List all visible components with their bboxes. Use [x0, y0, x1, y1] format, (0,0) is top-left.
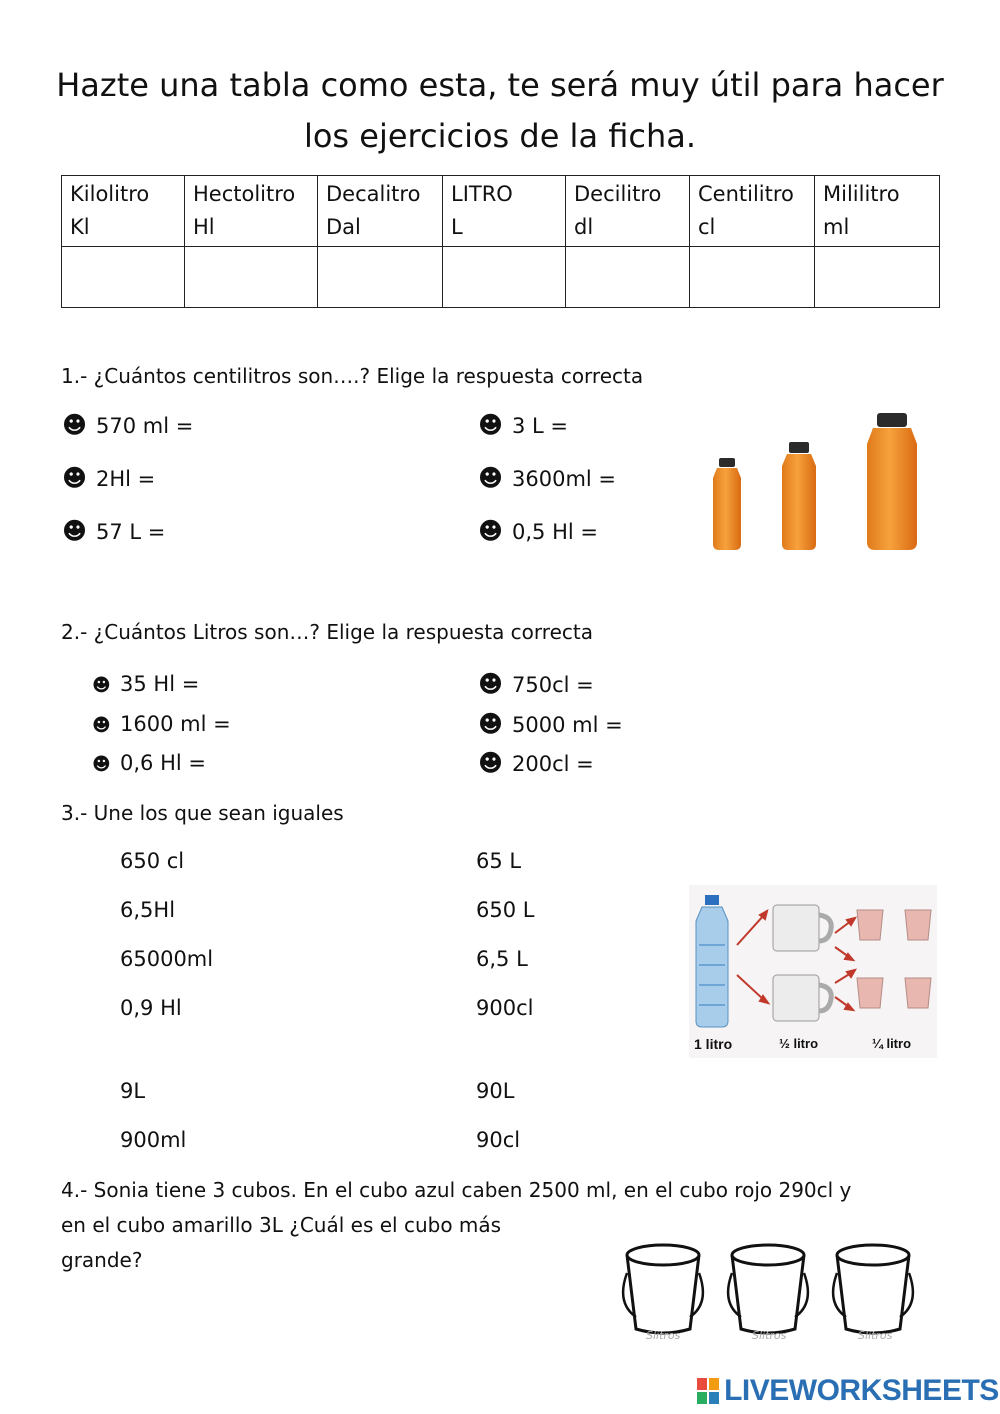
- mug-icon: [773, 905, 831, 1021]
- water-bottle-icon: [696, 895, 728, 1027]
- q3-left-item[interactable]: 0,9 Hl: [120, 996, 182, 1020]
- table-cell[interactable]: [566, 247, 690, 308]
- q1-item[interactable]: ☻ 0,5 Hl =: [478, 517, 598, 545]
- q2-item[interactable]: ☻ 0,6 Hl =: [92, 750, 206, 778]
- table-cell[interactable]: [443, 247, 566, 308]
- q1-item[interactable]: ☻ 2Hl =: [62, 464, 156, 492]
- unit-header-decilitro: Decilitro dl: [566, 176, 690, 247]
- small-bottle-icon: [713, 458, 741, 550]
- q3-right-item[interactable]: 650 L: [476, 898, 535, 922]
- unit-header-decalitro: Decalitro Dal: [318, 176, 443, 247]
- buckets-image: [608, 1233, 930, 1351]
- smiley-icon: ☻: [478, 464, 504, 492]
- q2-item[interactable]: ☻ 200cl =: [478, 749, 594, 777]
- table-cell[interactable]: [318, 247, 443, 308]
- q3-left-item[interactable]: 6,5Hl: [120, 898, 176, 922]
- q3-right-item[interactable]: 90cl: [476, 1128, 521, 1152]
- smiley-icon: ☻: [478, 710, 504, 738]
- q1-item[interactable]: ☻ 570 ml =: [62, 411, 194, 439]
- bucket-caption: Slitros: [752, 1329, 787, 1342]
- logo-text: LIVEWORKSHEETS: [724, 1374, 999, 1407]
- unit-header-centilitro: Centilitro cl: [690, 176, 815, 247]
- table-cell[interactable]: [185, 247, 318, 308]
- q2-item[interactable]: ☻ 750cl =: [478, 670, 594, 698]
- label-1-litro: 1 litro: [694, 1036, 733, 1052]
- q3-left-item[interactable]: 650 cl: [120, 849, 185, 873]
- q2-prompt: 2.- ¿Cuántos Litros son…? Elige la respuesta correcta: [61, 620, 593, 644]
- unit-header-mililitro: Mililitro ml: [815, 176, 940, 247]
- litre-fractions-image: [689, 885, 937, 1058]
- q4-line-2: en el cubo amarillo 3L ¿Cuál es el cubo más: [61, 1213, 502, 1237]
- unit-header-hectolitro: Hectolitro Hl: [185, 176, 318, 247]
- smiley-icon: ☻: [62, 464, 88, 492]
- bucket-caption: Slitros: [858, 1329, 893, 1342]
- q1-item[interactable]: ☻ 3600ml =: [478, 464, 617, 492]
- q4-line-1: 4.- Sonia tiene 3 cubos. En el cubo azul caben 2500 ml, en el cubo rojo 290cl y: [61, 1178, 852, 1202]
- smiley-icon: ☻: [478, 411, 504, 439]
- unit-header-kilolitro: Kilolitro Kl: [62, 176, 185, 247]
- unit-header-litro: LITRO L: [443, 176, 566, 247]
- large-bottle-icon: [867, 413, 917, 550]
- q3-right-item[interactable]: 900cl: [476, 996, 534, 1020]
- q3-left-item[interactable]: 900ml: [120, 1128, 187, 1152]
- units-table: [61, 175, 940, 308]
- q1-item[interactable]: ☻ 57 L =: [62, 517, 166, 545]
- juice-bottles-image: [705, 410, 935, 550]
- table-cell[interactable]: [815, 247, 940, 308]
- q1-prompt: 1.- ¿Cuántos centilitros son….? Elige la respuesta correcta: [61, 364, 644, 388]
- q3-left-item[interactable]: 9L: [120, 1079, 146, 1103]
- liveworksheets-logo: [697, 1374, 999, 1414]
- bucket-icon: [623, 1245, 703, 1333]
- table-cell[interactable]: [62, 247, 185, 308]
- q3-left-item[interactable]: 65000ml: [120, 947, 214, 971]
- medium-bottle-icon: [782, 442, 816, 550]
- smiley-icon: ☻: [92, 754, 111, 775]
- logo-badge-icon: [697, 1378, 719, 1404]
- units-header-row: [62, 176, 940, 247]
- worksheet-title-line-1: Hazte una tabla como esta, te será muy útil para hacer: [56, 66, 944, 104]
- q2-item[interactable]: ☻ 5000 ml =: [478, 710, 623, 738]
- q4-line-3: grande?: [61, 1248, 143, 1272]
- q3-right-item[interactable]: 65 L: [476, 849, 522, 873]
- bucket-icon: [728, 1245, 808, 1333]
- worksheet-title-line-2: los ejercicios de la ficha.: [303, 117, 697, 155]
- smiley-icon: ☻: [478, 517, 504, 545]
- smiley-icon: ☻: [62, 517, 88, 545]
- q1-item[interactable]: ☻ 3 L =: [478, 411, 569, 439]
- q3-right-item[interactable]: 90L: [476, 1079, 515, 1103]
- smiley-icon: ☻: [62, 411, 88, 439]
- smiley-icon: ☻: [92, 675, 111, 696]
- bucket-caption: Slitros: [646, 1329, 681, 1342]
- q2-item[interactable]: ☻ 1600 ml =: [92, 711, 231, 739]
- units-empty-row: [62, 247, 940, 308]
- smiley-icon: ☻: [92, 715, 111, 736]
- q3-prompt: 3.- Une los que sean iguales: [61, 801, 344, 825]
- bucket-icon: [833, 1245, 913, 1333]
- smiley-icon: ☻: [478, 670, 504, 698]
- table-cell[interactable]: [690, 247, 815, 308]
- smiley-icon: ☻: [478, 749, 504, 777]
- label-quarter-litro: ¼ litro: [872, 1036, 912, 1051]
- label-half-litro: ½ litro: [779, 1036, 819, 1051]
- q3-right-item[interactable]: 6,5 L: [476, 947, 528, 971]
- glass-icon: [857, 910, 931, 1008]
- q2-item[interactable]: ☻ 35 Hl =: [92, 671, 199, 699]
